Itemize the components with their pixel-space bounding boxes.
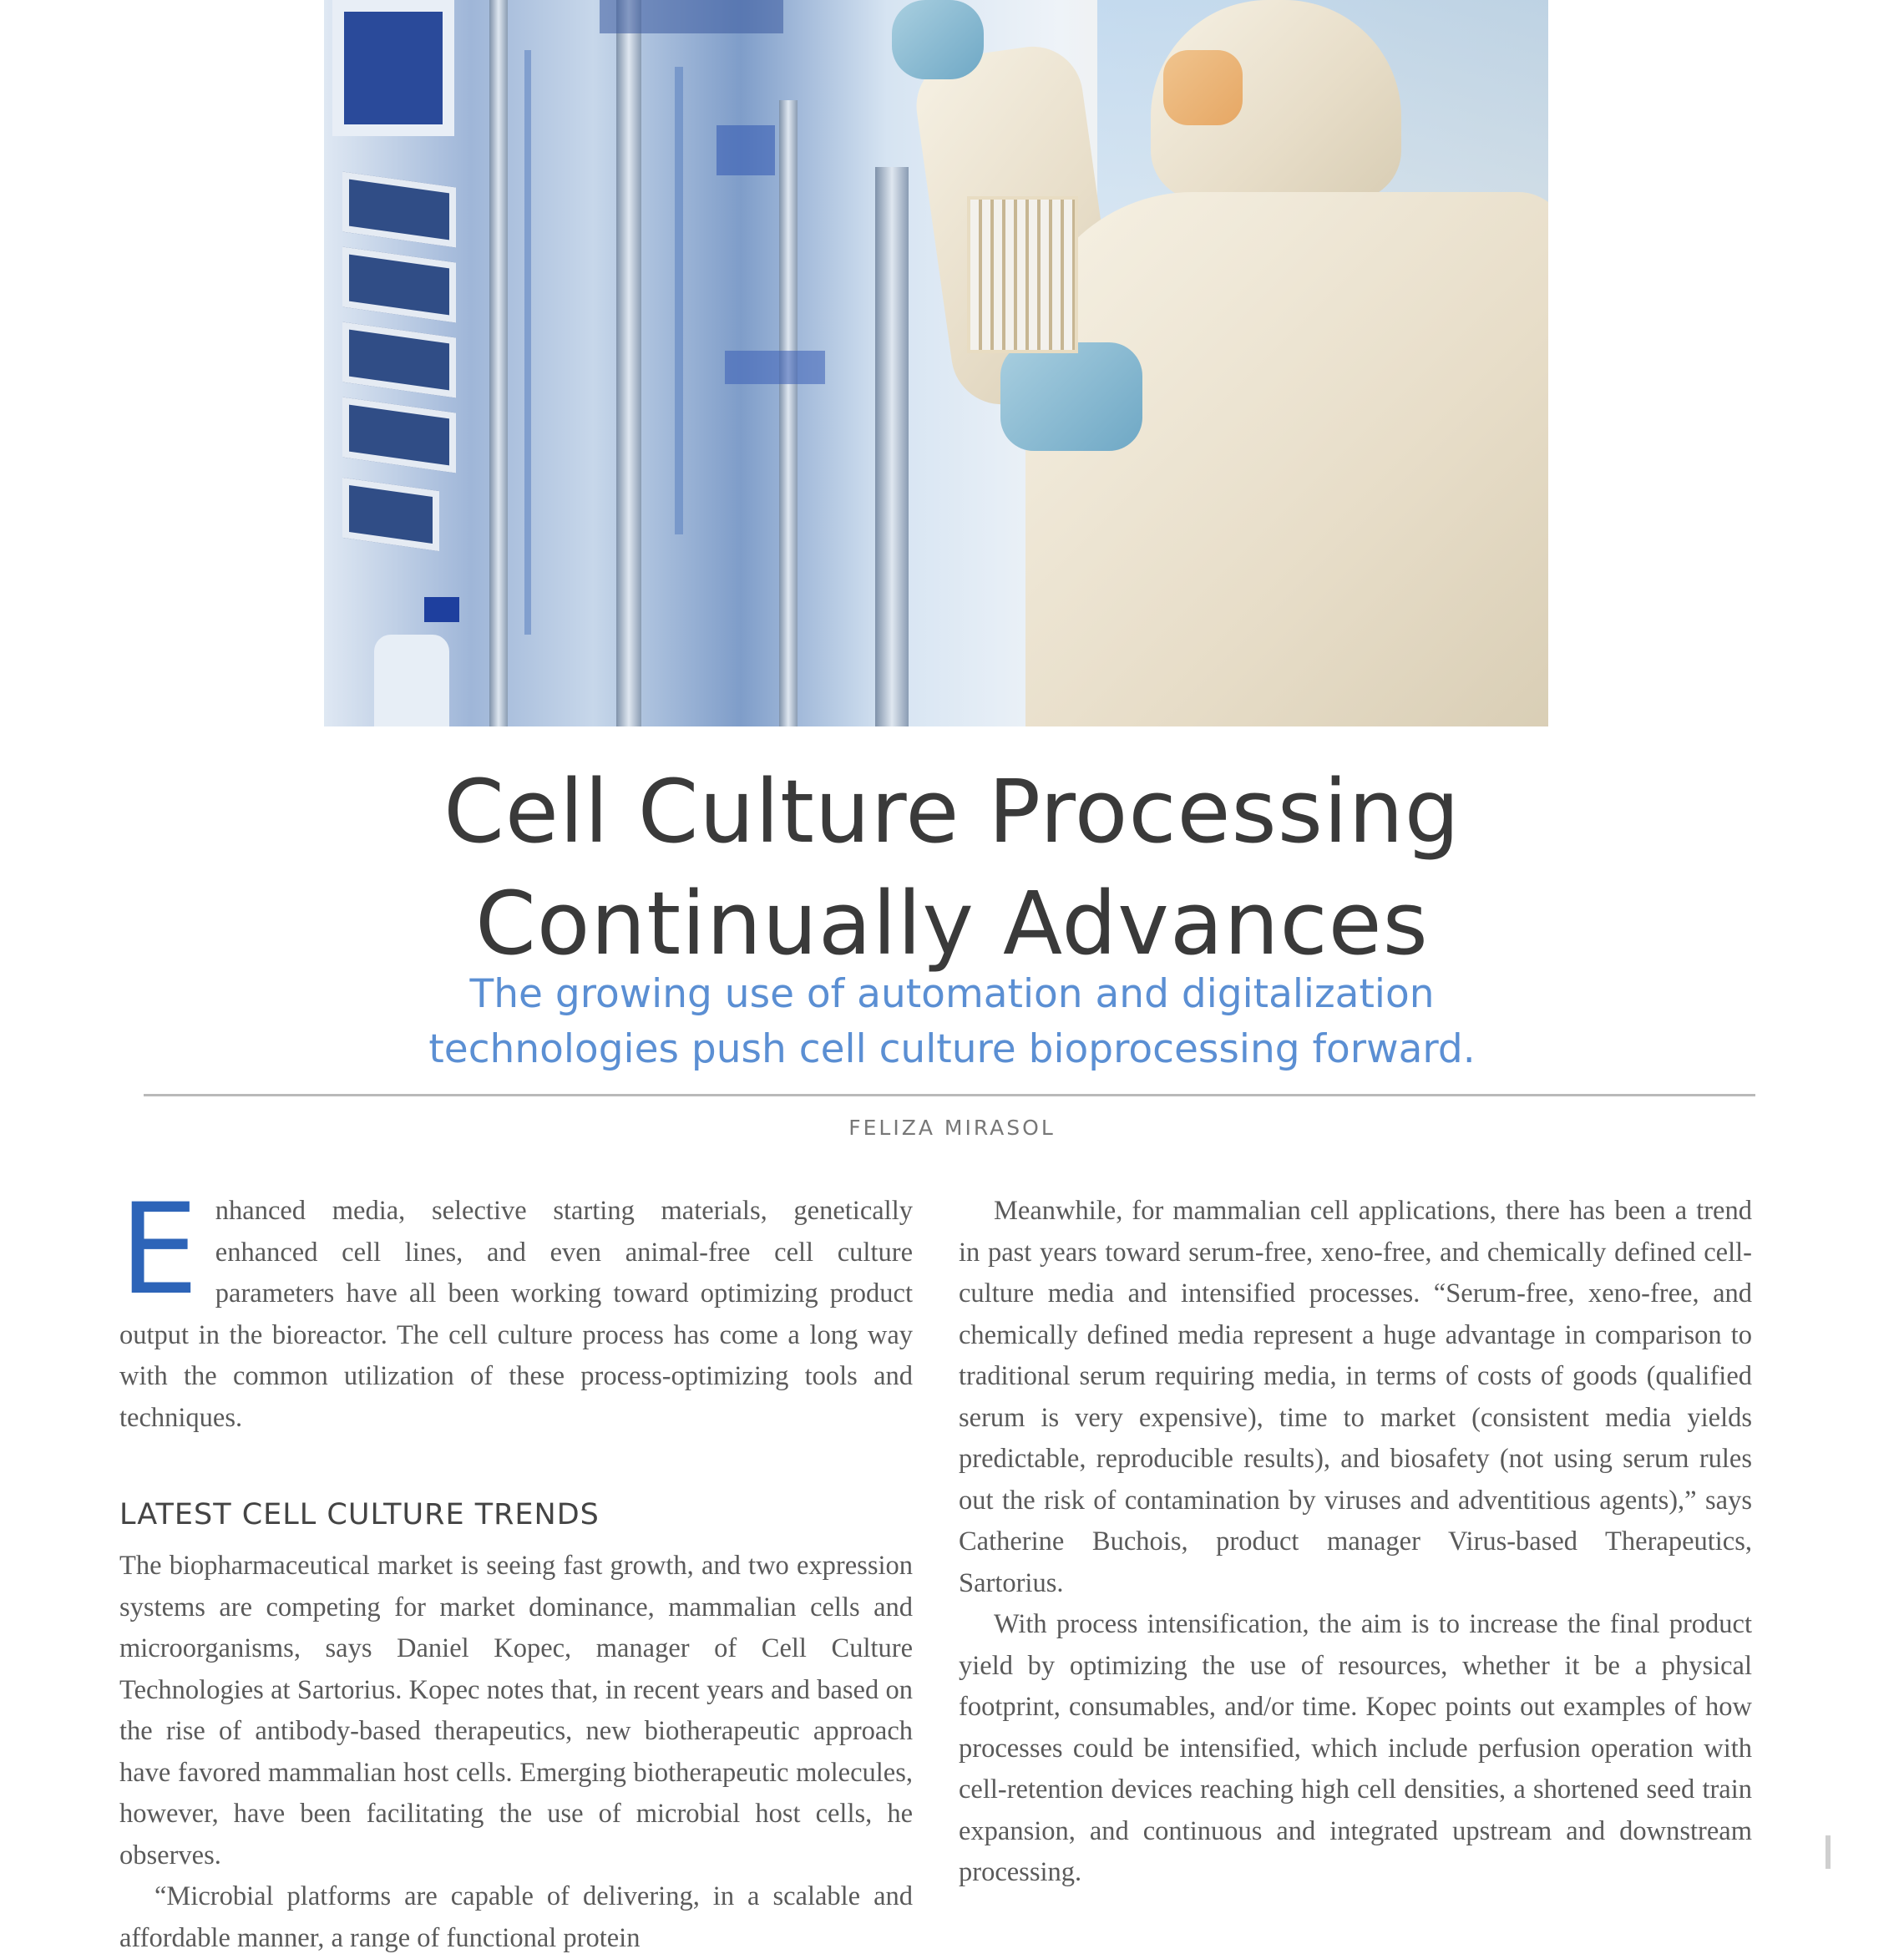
body-paragraph: Meanwhile, for mammalian cell applications, there has been a trend in past years toward serum-free, xeno-free, and chemically defined cell-culture media and intensified processes. “Serum-free, xeno-free, and chemically defined media represent a huge advantage in comparison to traditional serum requiring media, in terms of costs of goods (qualified serum is very expensive), time to market (consistent media yields predictable, reproducible results), and biosafety (not using serum rules out the risk of contamination by viruses and adventitious agents),” says Catherine Buchois, product manager Virus-based Therapeutics, Sartorius. [959,1196,1752,1598]
author-byline: FELIZA MIRASOL [848,1116,1056,1140]
title-line-2: Continually Advances [475,873,1429,974]
subtitle-line-2: technologies push cell culture bioprocessing forward. [428,1026,1476,1072]
subtitle-line-1: The growing use of automation and digitalization [469,971,1435,1017]
drop-cap: E [119,1177,199,1323]
hero-glove-lower [1000,342,1142,451]
column-right [959,1191,1752,1894]
hero-control-panel [342,478,439,551]
intro-paragraph [119,1177,913,1439]
article-title [0,756,1904,980]
title-line-1: Cell Culture Processing [443,761,1461,863]
hero-goggles [1163,50,1243,125]
intro-text: nhanced media, selective starting materials, genetically enhanced cell lines, and even animal-free cell culture parameters have all been working toward optimizing product output in the bioreactor. The cell culture process has come a long way with the common utilization of these process-optimizing tools and techniques. [119,1196,913,1433]
hero-tubing [524,50,531,635]
hero-valve [600,0,783,33]
divider-rule [144,1094,1755,1096]
hero-bottle-cap [424,597,459,622]
hero-control-panel [342,246,456,322]
hero-valve [717,125,775,175]
hero-photo [324,0,1548,726]
hero-bottle [374,635,449,726]
hero-wall-frame [332,0,454,136]
hero-pipe [489,0,508,726]
hero-pipe [616,0,641,726]
page-edge-mark [1826,1835,1831,1869]
hero-control-panel [342,321,456,397]
hero-control-panel [342,397,456,473]
article-subtitle [0,967,1904,1077]
body-paragraph: With process intensification, the aim is to increase the final product yield by optimizing the use of resources, whether it be a physical footprint, consumables, and/or time. Kopec points out examples of how processes could be intensified, which include perfusion operation with cell-retention devices reaching high cell densities, a shortened seed train expansion, and continuous and integrated upstream and downstream processing. [959,1609,1752,1887]
body-paragraph: The biopharmaceutical market is seeing fast growth, and two expression systems are competing for market dominance, mammalian cells and microorganisms, says Daniel Kopec, manager of Cell Culture Technologies at Sartorius. Kopec notes that, in recent years and based on the rise of antibody-based therapeutics, new biotherapeutic approach have favored mammalian host cells. Emerging biotherapeutic molecules, however, have been facilitating the use of microbial host cells, he observes. [119,1551,913,1870]
column-left [119,1177,913,1959]
hero-tubing [675,67,683,534]
hero-pipe [779,100,798,726]
hero-tube-rack [967,196,1078,353]
section-heading: LATEST CELL CULTURE TRENDS [119,1498,600,1531]
hero-control-panel [342,171,456,247]
hero-scientist [833,0,1548,726]
hero-body [1025,192,1548,726]
hero-valve [725,351,825,384]
hero-glove-upper [892,0,984,79]
body-paragraph: “Microbial platforms are capable of delivering, in a scalable and affordable manner, a range of functional protein [119,1881,913,1953]
